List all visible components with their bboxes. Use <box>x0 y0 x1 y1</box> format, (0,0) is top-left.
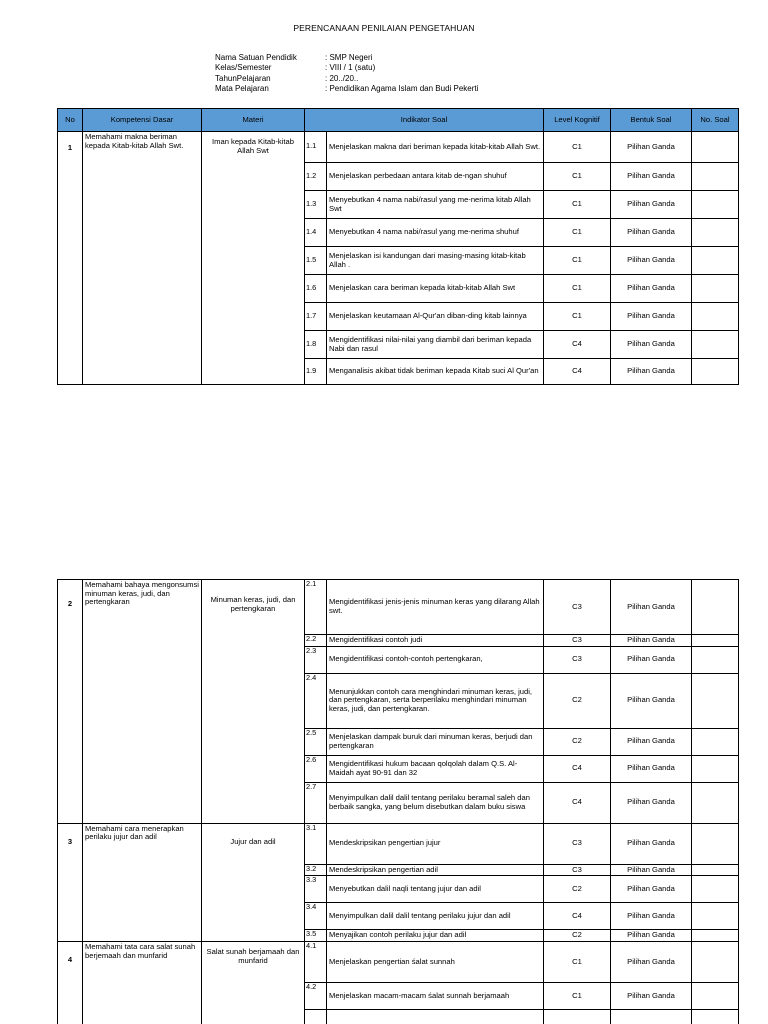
cell-no-soal <box>692 275 739 303</box>
cell-level: C4 <box>544 331 611 359</box>
cell-indikator-no: 2.2 <box>305 635 327 647</box>
assessment-table-1 <box>57 108 739 385</box>
cell-no-soal <box>692 823 739 864</box>
cell-no: 1 <box>58 132 83 385</box>
cell-materi: Jujur dan adil <box>202 823 305 941</box>
table-2-viewport <box>0 579 768 1024</box>
cell-indikator-no: 3.2 <box>305 864 327 876</box>
cell-indikator: Menyajikan contoh perilaku jujur dan adil <box>327 930 544 942</box>
cell-indikator-no: 1.4 <box>305 219 327 247</box>
cell-no-soal <box>692 930 739 942</box>
cell-bentuk: Pilihan Ganda <box>611 646 692 673</box>
cell-indikator-no: 2.1 <box>305 580 327 635</box>
cell-bentuk: Pilihan Ganda <box>611 930 692 942</box>
cell-level: C3 <box>544 823 611 864</box>
cell-materi: Minuman keras, judi, dan pertengkaran <box>202 580 305 824</box>
cell-no-soal <box>692 646 739 673</box>
cell-indikator: Mengidentifikasi hukum bacaan qolqolah dalam Q.S. Al-Maidah ayat 90-91 dan 32 <box>327 755 544 782</box>
cell-indikator: Menjelaskan pengertian śalat sunnah <box>327 942 544 983</box>
cell-indikator-no: 1.3 <box>305 191 327 219</box>
cell-no-soal <box>692 782 739 823</box>
cell-no-soal <box>692 1010 739 1024</box>
cell-bentuk: Pilihan Ganda <box>611 782 692 823</box>
header-kompetensi-dasar: Kompetensi Dasar <box>83 109 202 132</box>
cell-indikator: Menjelaskan dampak buruk dari minuman keras, berjudi dan pertengkaran <box>327 728 544 755</box>
cell-no-soal <box>692 983 739 1010</box>
cell-bentuk: Pilihan Ganda <box>611 635 692 647</box>
cell-kompetensi-dasar: Memahami tata cara salat sunah berjemaah dan munfarid <box>83 942 202 1024</box>
cell-indikator-no: 1.7 <box>305 303 327 331</box>
cell-no-soal <box>692 359 739 385</box>
cell-no-soal <box>692 163 739 191</box>
cell-kompetensi-dasar: Memahami cara menerapkan perilaku jujur dan adil <box>83 823 202 941</box>
cell-level: C3 <box>544 635 611 647</box>
cell-indikator: Menyebutkan dalil naqli tentang jujur dan adil <box>327 876 544 903</box>
cell-bentuk: Pilihan Ganda <box>611 359 692 385</box>
cell-indikator-no: 1.6 <box>305 275 327 303</box>
cell-level: C1 <box>544 247 611 275</box>
cell-level: C4 <box>544 359 611 385</box>
cell-no-soal <box>692 303 739 331</box>
cell-no: 2 <box>58 580 83 824</box>
cell-no-soal <box>692 132 739 163</box>
cell-bentuk: Pilihan Ganda <box>611 728 692 755</box>
cell-indikator-no: 2.4 <box>305 673 327 728</box>
cell-level: C4 <box>544 755 611 782</box>
info-value: : VIII / 1 (satu) <box>325 63 376 73</box>
cell-bentuk: Pilihan Ganda <box>611 303 692 331</box>
cell-bentuk: Pilihan Ganda <box>611 191 692 219</box>
cell-no: 4 <box>58 942 83 1024</box>
info-label: Mata Pelajaran <box>215 84 269 94</box>
table-row <box>58 132 739 163</box>
cell-indikator-no: 2.3 <box>305 646 327 673</box>
cell-bentuk: Pilihan Ganda <box>611 247 692 275</box>
cell-no-soal <box>692 580 739 635</box>
cell-indikator <box>327 1010 544 1024</box>
cell-no-soal <box>692 942 739 983</box>
cell-indikator: Menyimpulkan dalil dalil tentang perilaku jujur dan adil <box>327 903 544 930</box>
cell-indikator: Menyebutkan 4 nama nabi/rasul yang me-nerima kitab Allah Swt <box>327 191 544 219</box>
cell-level: C2 <box>544 876 611 903</box>
cell-kompetensi-dasar: Memahami bahaya mengonsumsi minuman keras, judi, dan pertengkaran <box>83 580 202 824</box>
cell-level: C4 <box>544 903 611 930</box>
document-title: PERENCANAAN PENILAIAN PENGETAHUAN <box>293 23 475 33</box>
cell-level: C1 <box>544 132 611 163</box>
cell-level <box>544 1010 611 1024</box>
cell-bentuk: Pilihan Ganda <box>611 823 692 864</box>
cell-level: C1 <box>544 983 611 1010</box>
cell-no-soal <box>692 876 739 903</box>
cell-indikator: Menjelaskan keutamaan Al-Qur'an diban-ding kitab lainnya <box>327 303 544 331</box>
cell-indikator: Menjelaskan isi kandungan dari masing-masing kitab-kitab Allah . <box>327 247 544 275</box>
cell-indikator-no: 3.4 <box>305 903 327 930</box>
cell-no-soal <box>692 219 739 247</box>
cell-level: C3 <box>544 864 611 876</box>
cell-indikator-no: 3.1 <box>305 823 327 864</box>
cell-bentuk: Pilihan Ganda <box>611 864 692 876</box>
info-row <box>215 73 478 84</box>
table-row <box>58 942 739 983</box>
cell-indikator: Menyimpulkan dalil dalil tentang perilaku beramal saleh dan berbaik sangka, yang belum disebutkan dalam buku siswa <box>327 782 544 823</box>
cell-bentuk: Pilihan Ganda <box>611 942 692 983</box>
info-value: : Pendidikan Agama Islam dan Budi Pekerti <box>325 84 479 94</box>
cell-indikator: Mendeskripsikan pengertian adil <box>327 864 544 876</box>
cell-indikator-no: 2.7 <box>305 782 327 823</box>
cell-bentuk: Pilihan Ganda <box>611 755 692 782</box>
cell-bentuk: Pilihan Ganda <box>611 275 692 303</box>
header-no-soal: No. Soal <box>692 109 739 132</box>
cell-level: C1 <box>544 191 611 219</box>
cell-indikator-no <box>305 1010 327 1024</box>
info-value: : 20../20.. <box>325 73 359 83</box>
cell-indikator: Menyebutkan 4 nama nabi/rasul yang me-nerima shuhuf <box>327 219 544 247</box>
header-level: Level Kognitif <box>544 109 611 132</box>
document-info <box>215 52 478 94</box>
cell-bentuk: Pilihan Ganda <box>611 163 692 191</box>
cell-bentuk <box>611 1010 692 1024</box>
table-row <box>58 580 739 635</box>
info-label: Nama Satuan Pendidik <box>215 52 297 62</box>
cell-no-soal <box>692 728 739 755</box>
cell-indikator-no: 3.5 <box>305 930 327 942</box>
cell-indikator-no: 4.1 <box>305 942 327 983</box>
cell-no-soal <box>692 903 739 930</box>
cell-indikator-no: 2.6 <box>305 755 327 782</box>
cell-level: C1 <box>544 303 611 331</box>
cell-indikator-no: 1.8 <box>305 331 327 359</box>
cell-materi: Iman kepada Kitab-kitab Allah Swt <box>202 132 305 385</box>
cell-no-soal <box>692 864 739 876</box>
cell-indikator-no: 2.5 <box>305 728 327 755</box>
table-header-row <box>58 109 739 132</box>
cell-bentuk: Pilihan Ganda <box>611 983 692 1010</box>
cell-indikator-no: 3.3 <box>305 876 327 903</box>
info-row <box>215 52 478 63</box>
cell-indikator: Menganalisis akibat tidak beriman kepada Kitab suci Al Qur'an <box>327 359 544 385</box>
cell-indikator: Menjelaskan makna dari beriman kepada kitab-kitab Allah Swt. <box>327 132 544 163</box>
header-materi: Materi <box>202 109 305 132</box>
cell-indikator: Menjelaskan macam-macam śalat sunnah berjamaah <box>327 983 544 1010</box>
cell-level: C1 <box>544 219 611 247</box>
cell-kompetensi-dasar: Memahami makna beriman kepada Kitab-kitab Allah Swt. <box>83 132 202 385</box>
cell-no-soal <box>692 755 739 782</box>
info-row <box>215 84 478 95</box>
cell-bentuk: Pilihan Ganda <box>611 132 692 163</box>
header-no: No <box>58 109 83 132</box>
header-bentuk: Bentuk Soal <box>611 109 692 132</box>
cell-level: C1 <box>544 275 611 303</box>
table-row <box>58 823 739 864</box>
cell-indikator: Menunjukkan contoh cara menghindari minuman keras, judi, dan pertengkaran, serta berperilaku menghindari minuman keras, judi, dan pertengkaran. <box>327 673 544 728</box>
cell-bentuk: Pilihan Ganda <box>611 331 692 359</box>
cell-bentuk: Pilihan Ganda <box>611 580 692 635</box>
cell-no-soal <box>692 673 739 728</box>
cell-indikator-no: 4.2 <box>305 983 327 1010</box>
cell-no-soal <box>692 247 739 275</box>
cell-indikator: Mengidentifikasi jenis-jenis minuman keras yang dilarang Allah swt. <box>327 580 544 635</box>
info-label: Kelas/Semester <box>215 63 272 73</box>
cell-bentuk: Pilihan Ganda <box>611 219 692 247</box>
cell-indikator: Menjelaskan cara beriman kepada kitab-kitab Allah Swt <box>327 275 544 303</box>
cell-bentuk: Pilihan Ganda <box>611 876 692 903</box>
cell-level: C1 <box>544 163 611 191</box>
cell-indikator: Mengidentifikasi contoh-contoh pertengkaran, <box>327 646 544 673</box>
cell-indikator: Menjelaskan perbedaan antara kitab de-ngan shuhuf <box>327 163 544 191</box>
cell-no-soal <box>692 191 739 219</box>
cell-no-soal <box>692 635 739 647</box>
info-row <box>215 63 478 74</box>
cell-level: C3 <box>544 646 611 673</box>
cell-indikator: Mengidentifikasi nilai-nilai yang diambil dari beriman kepada Nabi dan rasul <box>327 331 544 359</box>
cell-indikator-no: 1.9 <box>305 359 327 385</box>
cell-level: C1 <box>544 942 611 983</box>
cell-no: 3 <box>58 823 83 941</box>
info-label: TahunPelajaran <box>215 73 271 83</box>
cell-level: C3 <box>544 580 611 635</box>
cell-bentuk: Pilihan Ganda <box>611 673 692 728</box>
cell-indikator-no: 1.1 <box>305 132 327 163</box>
cell-level: C2 <box>544 930 611 942</box>
info-value: : SMP Negeri <box>325 52 373 62</box>
cell-indikator: Mengidentifikasi contoh judi <box>327 635 544 647</box>
cell-level: C2 <box>544 728 611 755</box>
cell-indikator: Mendeskripsikan pengertian jujur <box>327 823 544 864</box>
header-indikator: Indikator Soal <box>305 109 544 132</box>
assessment-table-2 <box>57 579 739 1024</box>
cell-level: C2 <box>544 673 611 728</box>
cell-no-soal <box>692 331 739 359</box>
cell-indikator-no: 1.2 <box>305 163 327 191</box>
cell-level: C4 <box>544 782 611 823</box>
cell-bentuk: Pilihan Ganda <box>611 903 692 930</box>
cell-materi: Salat sunah berjamaah dan munfarid <box>202 942 305 1024</box>
cell-indikator-no: 1.5 <box>305 247 327 275</box>
